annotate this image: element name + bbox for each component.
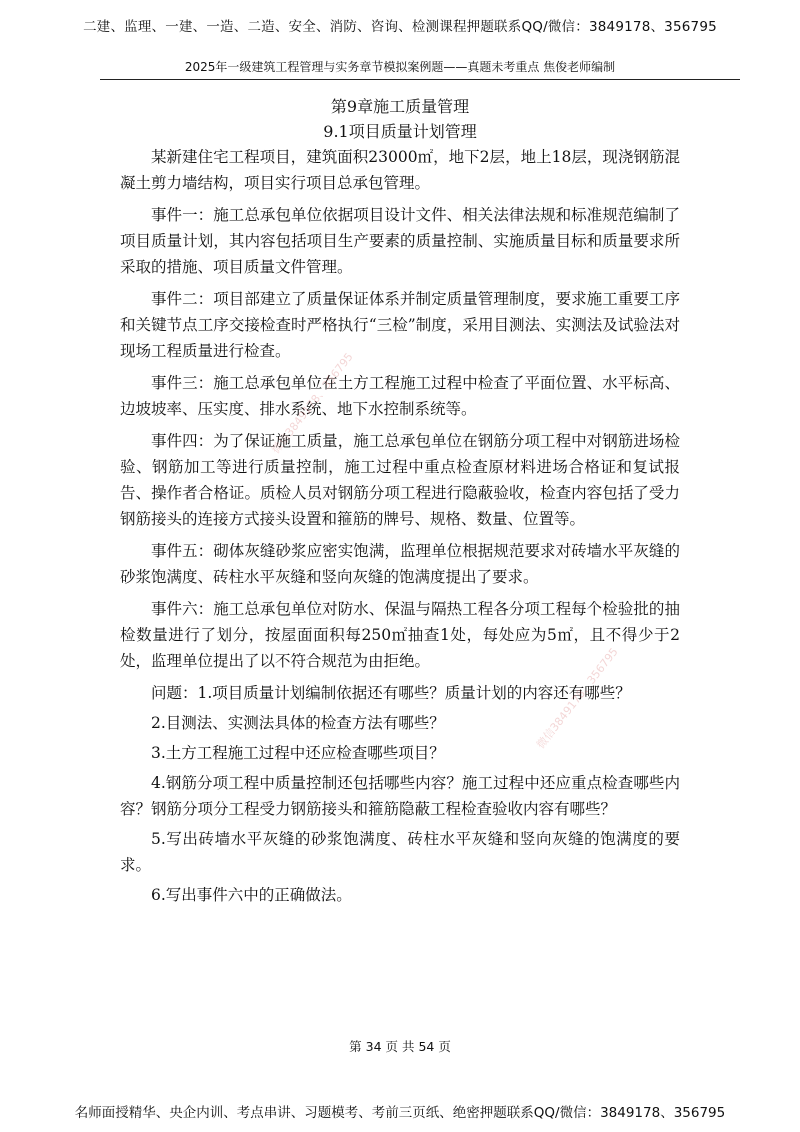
case-paragraph: 事件五：砌体灰缝砂浆应密实饱满，监理单位根据规范要求对砖墙水平灰缝的砂浆饱满度、砖柱水平灰缝和竖向灰缝的饱满度提出了要求。 [120,542,680,586]
case-paragraph: 事件六：施工总承包单位对防水、保温与隔热工程各分项工程每个检验批的抽检数量进行了划分，按屋面面积每250㎡抽查1处，每处应为5㎡，且不得少于2处，监理单位提出了以不符合规范为由拒绝。 [120,600,680,670]
watermark: 微信3849178、356795 [534,645,621,752]
case-paragraph: 事件二：项目部建立了质量保证体系并制定质量管理制度，要求施工重要工序和关键节点工序交接检查时严格执行“三检”制度，采用目测法、实测法及试验法对现场工程质量进行检查。 [120,290,680,360]
document-body [120,94,680,912]
chapter-title: 第9章施工质量管理 [330,97,470,116]
question-item: 6.写出事件六中的正确做法。 [151,886,352,904]
top-advertisement: 二建、监理、一建、一造、二造、安全、消防、咨询、检测课程押题联系QQ/微信：3849178、356795 [83,19,717,35]
case-paragraph: 事件一：施工总承包单位依据项目设计文件、相关法律法规和标准规范编制了项目质量计划，其内容包括项目生产要素的质量控制、实施质量目标和质量要求所采取的措施、项目质量文件管理。 [120,206,680,276]
bottom-advertisement: 名师面授精华、央企内训、考点串讲、习题模考、考前三页纸、绝密押题联系QQ/微信：3849178、356795 [74,1105,726,1121]
question-item: 5.写出砖墙水平灰缝的砂浆饱满度、砖柱水平灰缝和竖向灰缝的饱满度的要求。 [120,830,680,874]
section-title: 9.1项目质量计划管理 [323,122,477,141]
question-item: 3.土方工程施工过程中还应检查哪些项目？ [151,744,445,762]
case-paragraph: 某新建住宅工程项目，建筑面积23000㎡，地下2层，地上18层，现浇钢筋混凝土剪力墙结构，项目实行项目总承包管理。 [120,148,680,192]
page-number: 第 34 页 共 54 页 [349,1039,451,1054]
watermark: 微信3849178、356795 [269,350,356,457]
case-paragraph: 事件三：施工总承包单位在土方工程施工过程中检查了平面位置、水平标高、边坡坡率、压实度、排水系统、地下水控制系统等。 [120,374,680,418]
question-item: 4.钢筋分项工程中质量控制还包括哪些内容？施工过程中还应重点检查哪些内容？钢筋分项分工程受力钢筋接头和箍筋隐蔽工程检查验收内容有哪些？ [120,774,680,818]
question-item: 2.目测法、实测法具体的检查方法有哪些？ [151,714,445,732]
header-divider [100,79,740,80]
case-paragraph: 事件四：为了保证施工质量，施工总承包单位在钢筋分项工程中对钢筋进场检验、钢筋加工等进行质量控制，施工过程中重点检查原材料进场合格证和复试报告、操作者合格证。质检人员对钢筋分项工程进行隐蔽验收，检查内容包括了受力钢筋接头的连接方式接头设置和箍筋的牌号、规格、数量、位置等。 [120,432,680,528]
running-header: 2025年一级建筑工程管理与实务章节模拟案例题——真题未考重点 焦俊老师编制 [184,60,616,74]
question-item: 问题：1.项目质量计划编制依据还有哪些？质量计划的内容还有哪些？ [151,684,631,702]
